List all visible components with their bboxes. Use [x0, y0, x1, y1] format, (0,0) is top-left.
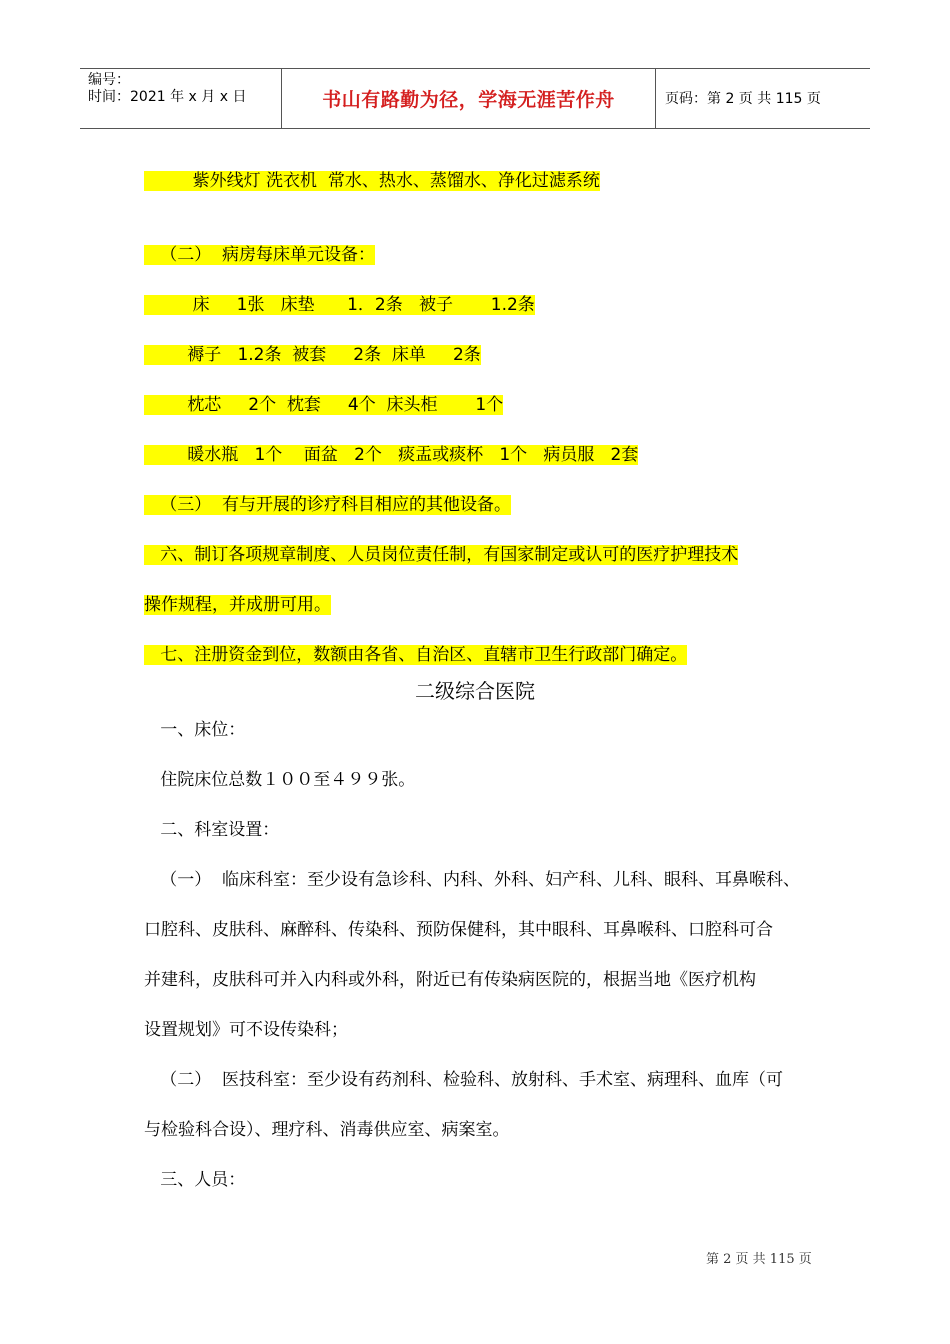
highlighted-text: （三） 有与开展的诊疗科目相应的其他设备。 [144, 495, 512, 515]
equipment-line [144, 168, 600, 194]
paragraph-line [144, 642, 687, 668]
document-time-label: 时间：2021 年 x 月 x 日 [88, 89, 247, 105]
document-number-label: 编号： [88, 72, 130, 88]
highlighted-text: （二） 病房每床单元设备： [144, 245, 376, 265]
header-meta [88, 72, 246, 106]
paragraph-line [144, 542, 738, 568]
highlighted-text: 六、制订各项规章制度、人员岗位责任制，有国家制定或认可的医疗护理技术 [144, 545, 739, 565]
header-motto: 书山有路勤为径，学海无涯苦作舟 [322, 89, 615, 111]
section-heading [144, 242, 375, 268]
section-title: 二级综合医院 [415, 679, 535, 703]
highlighted-text: 暖水瓶 1个 面盆 2个 痰盂或痰杯 1个 病员服 2套 [144, 445, 639, 465]
paragraph-line: 口腔科、皮肤科、麻醉科、传染科、预防保健科，其中眼科、耳鼻喉科、口腔科可合 [144, 920, 773, 940]
equipment-line [144, 292, 535, 318]
page-footer: 第 2 页 共 115 页 [706, 1252, 812, 1267]
highlighted-text: 褥子 1.2条 被套 2条 床单 2条 [144, 345, 481, 365]
paragraph-line: 并建科，皮肤科可并入内科或外科，附近已有传染病医院的，根据当地《医疗机构 [144, 970, 756, 990]
header-divider [655, 68, 656, 129]
paragraph-line: （一） 临床科室：至少设有急诊科、内科、外科、妇产科、儿科、眼科、耳鼻喉科、 [144, 870, 801, 890]
section-heading [144, 492, 511, 518]
highlighted-text: 床 1张 床垫 1．2条 被子 1.2条 [144, 295, 535, 315]
paragraph-line: （二） 医技科室：至少设有药剂科、检验科、放射科、手术室、病理科、血库（可 [144, 1070, 784, 1090]
highlighted-text: 枕芯 2个 枕套 4个 床头柜 1个 [144, 395, 504, 415]
equipment-line [144, 442, 638, 468]
paragraph-line: 与检验科合设）、理疗科、消毒供应室、病案室。 [144, 1120, 510, 1140]
equipment-line [144, 392, 503, 418]
highlighted-text: 紫外线灯 洗衣机 常水、热水、蒸馏水、净化过滤系统 [144, 171, 600, 191]
paragraph-line: 设置规划》可不设传染科； [144, 1020, 348, 1040]
paragraph-line: 住院床位总数１００至４９９张。 [144, 770, 416, 790]
highlighted-text: 操作规程，并成册可用。 [144, 595, 331, 615]
section-heading: 三、人员： [144, 1170, 246, 1190]
section-heading: 一、床位： [144, 720, 246, 740]
paragraph-line [144, 592, 331, 618]
header-page-info: 页码：第 2 页 共 115 页 [665, 91, 821, 107]
highlighted-text: 七、注册资金到位，数额由各省、自治区、直辖市卫生行政部门确定。 [144, 645, 688, 665]
equipment-line [144, 342, 481, 368]
section-heading: 二、科室设置： [144, 820, 280, 840]
